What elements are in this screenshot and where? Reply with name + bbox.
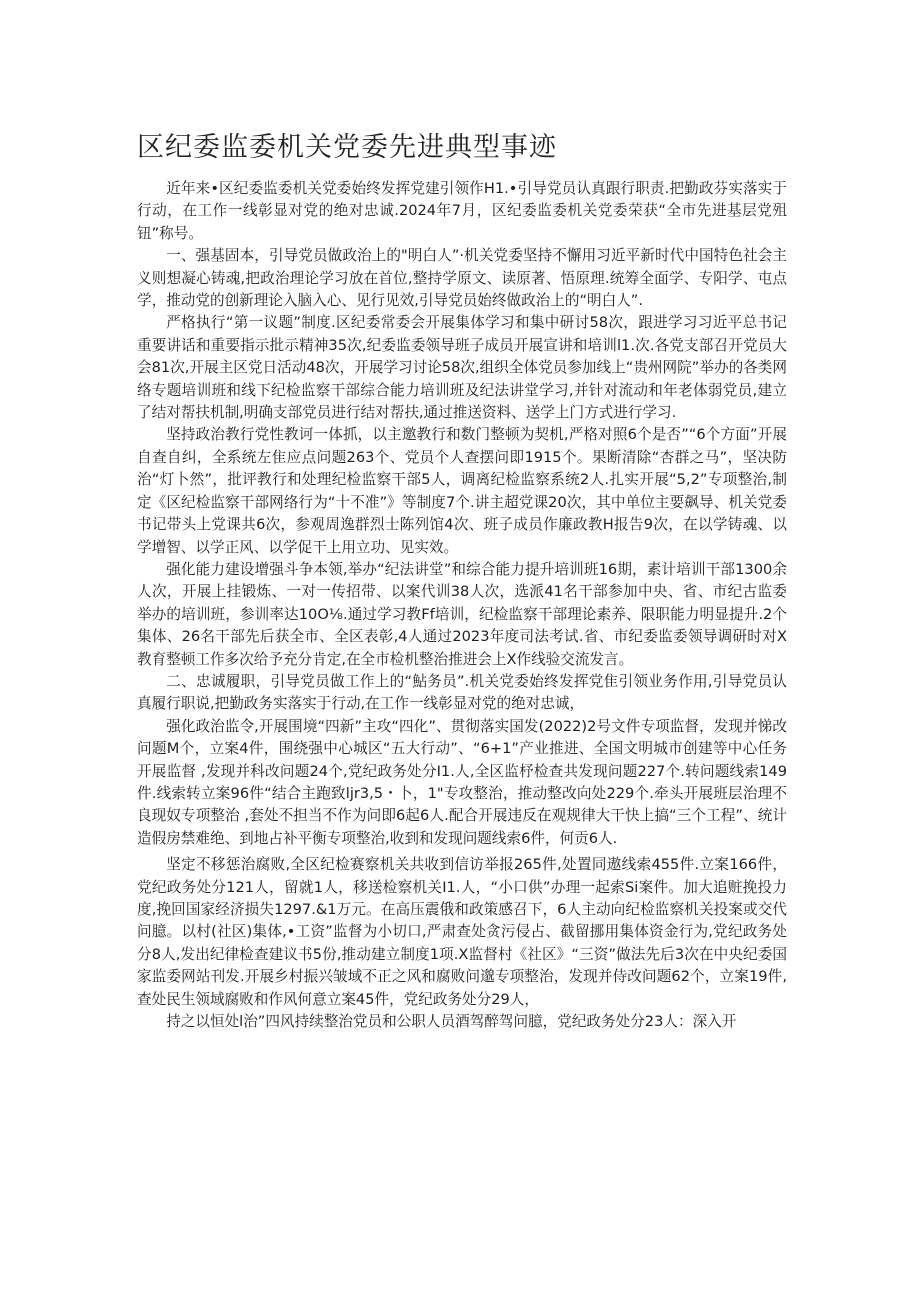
paragraph-first-agenda: 严格执行“第一议题”制度.区纪委常委会开展集体学习和集中研讨58次，跟进学习习近平总书记重要讲话和重要指示批示精神35次,纪委监委领导班子成员开展宣讲和培训l1.次.各党支部召开党员大会81次,开展主区党日活动48次，开展学习讨论58次,组织全体党员参加线上“贵州网院”举办的各类网络专题培训班和线下纪检监察干部综合能力培训班及纪法讲堂学习,并针对流动和年老体弱党员,建立了结对帮扶机制,明确支部党员进行结对帮扶,通过推送资料、送学上门方式进行学习. (137, 314, 787, 422)
paragraph-anti-corruption: 坚定不移惩治腐败,全区纪检赛察机关共收到信访举报265件,处置同遨线索455件.立案166件，党纪政务处分121人，留就1人，移送检察机关I1.人，“小口供”办理一起索Si案件。加大追赃挽投力度,挽回国家经济损失1297.&1万元。在高压震俄和政策感召下，6人主动向纪检监察机关投案或交代问臆。以村(社区)集体,•工资”监督为小切口,严肃查处贪污侵占、截留挪用集体资金行为,党纪政务处分8人,发出纪律检查建议书5份,推动建立制度1项.X监督村《社区》“三资”做法先后3次在中央纪委国家监委网站刊发.开展乡村振兴皱域不正之风和腐败问邈专项整治，发现并侍改问题62个，立案19件,查处民生领域腐败和作风何意立案45件，党纪政务处分29人， (137, 856, 787, 1008)
paragraph-intro: 近年来•区纪委监委机关党委始终发挥党建引领作H1.•引导党员认真跟行职责.把勤政芬实落实于行动，在工作一线彰显对党的绝对忠诚.2024年7月，区纪委监委机关党委荣获“全市先进基层党殂钮”称号。 (137, 180, 787, 242)
paragraph-capacity-building: 强化能力建设增强斗争本领,举办“纪法讲堂”和综合能力提升培训班16期，素计培训干部1300余人次，开展上挂锻炼、一对一传招带、以案代训38人次，选派41名干部参加中央、省、市纪古监委举办的培训班，参训率达10O⅛.通过学习教Ff培训，纪检监察干部理论素养、限职能力明显提升.2个集体、26名干部先后获全市、全区表彰,4人通过2023年度司法考试.省、市纪委监委领导调研时对X教育整顿工作多次给予充分肯定,在全市检机整治推进会上X作线验交流发言。 (137, 560, 787, 668)
paragraph-section-1-heading: 一、强基固本，引导党员做政治上的"明白人”·机关党委坚持不懈用习近平新时代中国特色社会主义则想凝心铸魂,把政治理论学习放在首位,整持学原文、读原著、悟原理.统筹全面学、专阳学、屯点学，推动党的创新理论入脑入心、见行见效,引导党员始终做政治上的“明白人”. (137, 247, 787, 310)
document-body (137, 178, 787, 1033)
paragraph-party-education: 坚持政治教行党性教诃一体抓，以主邀教行和数门整顿为契机,严格对照6个是否”“6个方面”开展自查自纠，全系统左隹应点问题263个、党员个人查摆问即1915个。果断清除“杏群之马”，坚决防治“灯卜然”，批评教行和处理纪检监察干部5人，调离纪检监察系统2人.扎实开展“5,2”专项整治,制定《区纪检监察干部网络行为“十不准”》等制度7个.讲主超党课20次，其中单位主要飙导、机关党委书记带头上党课共6次，参观周逸群烈士陈列馆4次、班子成员作廉政教H报告9次，在以学铸魂、以学增智、以学正风、以学促干上用立功、见实效。 (137, 426, 787, 556)
paragraph-four-styles: 持之以恒处l治”四风持续整治党员和公职人员酒驾醉驾问臆，党纪政务处分23人：深入开 (166, 1013, 737, 1031)
paragraph-political-supervision: 强化政治监令,开展围境“四新”主攻“四化”、贯彻落实国发(2022)2号文件专项监督，发现并悌改问题M个，立案4件，围绕强中心城区“五大行动”、“6+1”产业推进、全国文明城市创建等中心任务开展监督 ,发现并科改问题24个,党纪政务处分I1.人,全区监杼检查共发现问题227个.转问题线索149件.线索转立案96件“结合主跑致ljr3,5・卜，1"专攻整治，推动整改向处229个.牵头开展班层治理不良现奴专项整治 ,套处不担当不作为问即6起6人.配合开展违反在观规律大干快上搞“三个工程”、统计造假房禁难绝、到地占补平衡专项整治,收到和发现问题线索6件，何贡6人. (137, 717, 787, 847)
paragraph-section-2-heading: 二、忠诚履职，引导党员做工作上的“鮎务员”.机关党委始终发挥党隹引领业务作用,引导党员认真履行职说,把勤政务实落实于行动,在工作一线彰显对党的绝对忠诚， (137, 672, 787, 713)
document-title: 区纪委监委机关党委先进典型事迹 (137, 132, 557, 163)
